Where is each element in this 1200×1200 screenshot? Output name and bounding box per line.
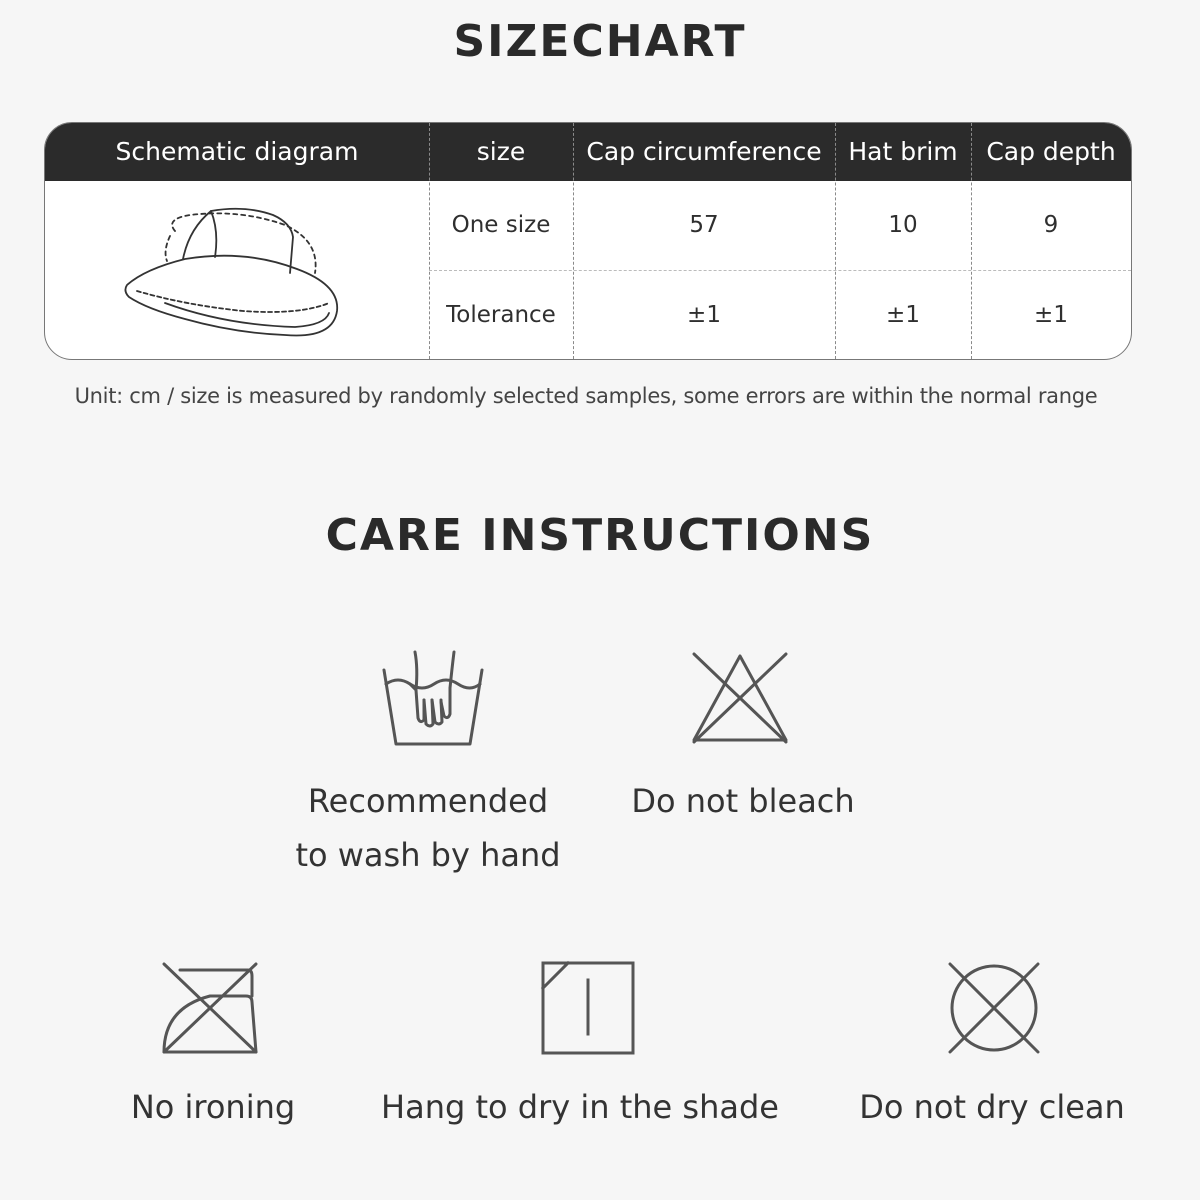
sizechart-title: SIZECHART: [453, 16, 747, 67]
header-cap-circumference: Cap circumference: [586, 137, 822, 166]
care-instructions-title: CARE INSTRUCTIONS: [325, 510, 875, 561]
row-tolerance-circumference: ±1: [687, 302, 721, 328]
row-one-size-label: One size: [451, 212, 551, 238]
header-size: size: [476, 137, 526, 166]
no-dry-clean-label: Do not dry clean: [859, 1088, 1125, 1126]
row-tolerance-brim: ±1: [886, 302, 920, 328]
row-tolerance-depth: ±1: [1034, 302, 1068, 328]
unit-note: Unit: cm / size is measured by randomly selected samples, some errors are within the normal range: [74, 384, 1098, 408]
no-dry-clean-icon: [946, 960, 1042, 1056]
no-ironing-label: No ironing: [130, 1088, 296, 1126]
row-tolerance-label: Tolerance: [446, 302, 556, 328]
header-hat-brim: Hat brim: [848, 137, 958, 166]
no-bleach-label: Do not bleach: [631, 782, 855, 820]
hand-wash-label: [278, 774, 578, 882]
table-header: [45, 123, 1131, 181]
header-schematic-diagram: Schematic diagram: [115, 137, 359, 166]
header-cap-depth: Cap depth: [986, 137, 1116, 166]
hand-wash-label-line2: to wash by hand: [295, 836, 561, 874]
hand-wash-icon: [380, 648, 486, 748]
row-one-size-brim: 10: [888, 212, 918, 238]
hand-wash-label-line1: Recommended: [307, 782, 549, 820]
no-bleach-icon: [688, 650, 792, 744]
row-one-size-circumference: 57: [689, 212, 719, 238]
size-table: [44, 122, 1132, 360]
no-ironing-icon: [160, 960, 260, 1056]
line-dry-shade-label: Hang to dry in the shade: [381, 1088, 779, 1126]
row-one-size-depth: 9: [1043, 212, 1059, 238]
line-dry-shade-icon: [540, 960, 636, 1056]
bucket-hat-icon: [115, 201, 345, 341]
